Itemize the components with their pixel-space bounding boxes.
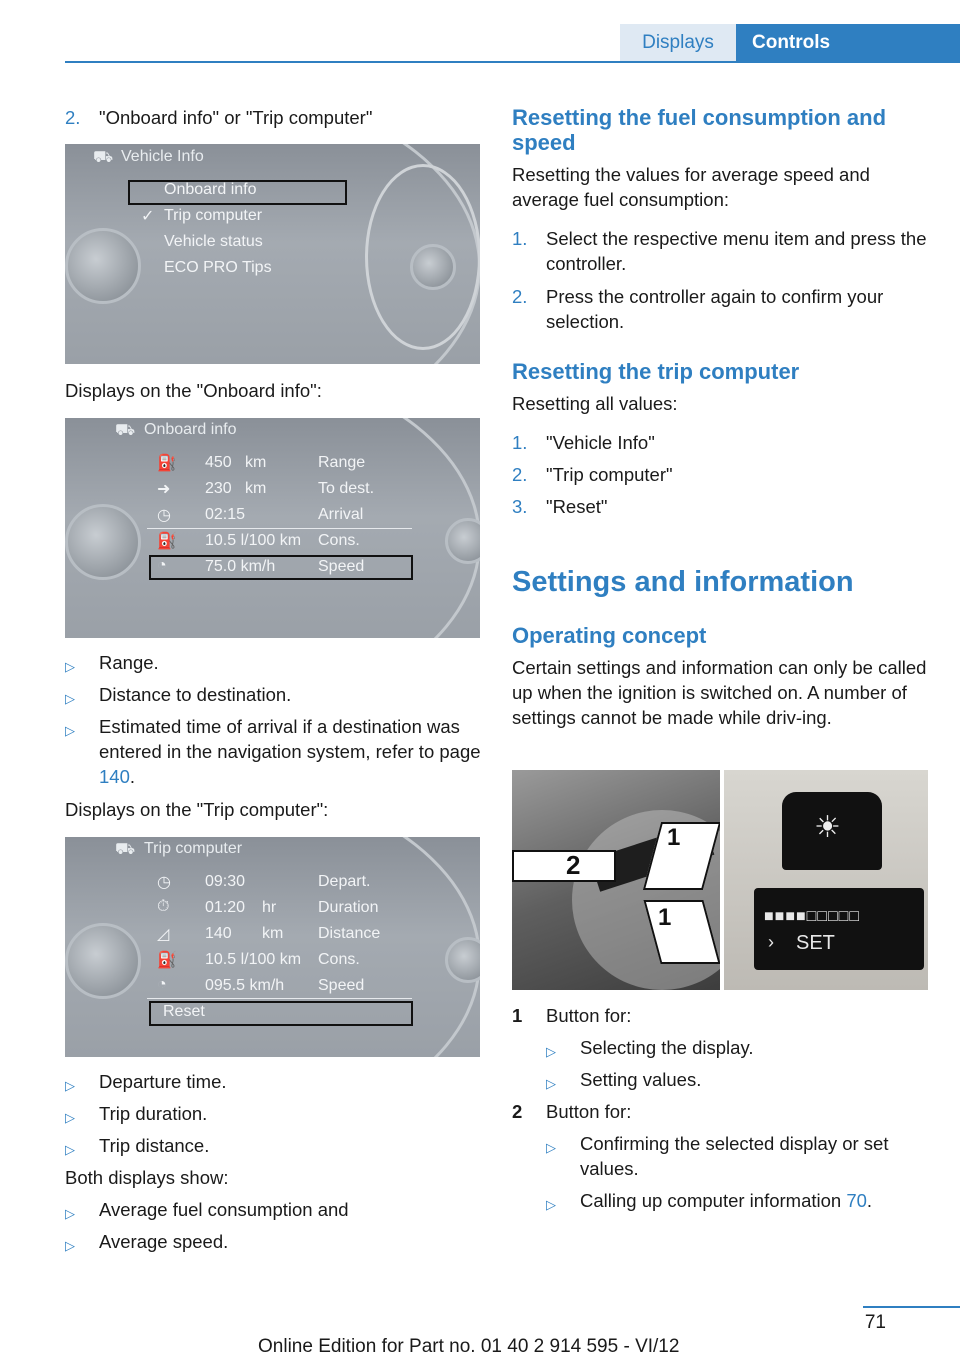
selection-frame <box>149 555 413 580</box>
bullet-icon: ▷ <box>546 1140 556 1155</box>
list-item: Trip duration. <box>99 1103 208 1124</box>
button-number: 2 <box>512 1101 523 1122</box>
fuel-icon: ⛽ <box>157 533 177 550</box>
menu-item[interactable]: ECO PRO Tips <box>164 259 272 276</box>
step-text: Select the respective menu item and press the controller. <box>546 228 927 274</box>
clock-icon: ◷ <box>157 507 171 524</box>
car-icon: ⛟ <box>93 149 114 166</box>
page-link[interactable]: 70 <box>846 1190 867 1211</box>
menu-item[interactable]: Onboard info <box>164 181 257 198</box>
screen-title: Trip computer <box>144 840 243 857</box>
value-cell: 095.5 km/h <box>205 977 285 994</box>
value-cell: 10.5 l/100 km <box>205 951 302 968</box>
controller-knob <box>65 923 141 999</box>
step-text: "Vehicle Info" <box>546 432 655 453</box>
label-cell: Duration <box>318 899 379 916</box>
list-item: Estimated time of arrival if a destination was entered in the navigation system, refer to page 140. <box>99 716 481 787</box>
value-cell: 75.0 km/h <box>205 558 276 575</box>
concept-title: Operating concept <box>512 623 707 648</box>
value-cell: 10.5 l/100 km <box>205 532 302 549</box>
bullet-icon: ▷ <box>65 1078 75 1093</box>
fuel-range-icon: ⛽ <box>157 455 177 472</box>
display-panel <box>754 888 924 970</box>
list-item: Average speed. <box>99 1231 229 1252</box>
list-item: Setting values. <box>580 1069 702 1090</box>
bullet-icon: ▷ <box>546 1076 556 1091</box>
distance-icon: ◿ <box>157 926 170 943</box>
both-heading: Both displays show: <box>65 1167 229 1188</box>
page-number: 71 <box>864 1312 886 1333</box>
instrument-display-photo <box>724 770 928 990</box>
trip-computer-screen <box>65 837 480 1057</box>
step-number: 1. <box>512 228 528 249</box>
display-set-text: SET <box>796 932 835 954</box>
bullet-icon: ▷ <box>65 1142 75 1157</box>
list-item: Trip distance. <box>99 1135 210 1156</box>
label-cell: Range <box>318 454 366 471</box>
light-icon: ☀ <box>814 811 841 844</box>
onboard-info-screen <box>65 418 480 638</box>
label-cell: Cons. <box>318 951 360 968</box>
reset-fuel-text: Resetting the values for average speed and average fuel consumption: <box>512 164 870 210</box>
fuel-icon: ⛽ <box>157 952 177 969</box>
bullet-icon: ▷ <box>546 1044 556 1059</box>
label-cell: Cons. <box>318 532 360 549</box>
display-arrow-icon: › <box>768 932 774 952</box>
step-number: 1. <box>512 432 528 453</box>
watermark-text: Seite 71 <box>0 1344 45 1358</box>
list-item: Distance to destination. <box>99 684 292 705</box>
value-cell: 09:30 <box>205 873 246 890</box>
label-cell: Speed <box>318 558 365 575</box>
step-text: "Trip computer" <box>546 464 673 485</box>
menu-item[interactable]: Trip computer <box>164 207 263 224</box>
step-number: 2. <box>512 464 528 485</box>
side-button <box>410 244 456 290</box>
list-item: Calling up computer information 70. <box>580 1190 873 1211</box>
vehicle-info-screen <box>65 144 480 364</box>
divider <box>147 528 412 529</box>
controller-knob <box>65 228 141 304</box>
button-number: 1 <box>512 1005 523 1026</box>
concept-text: Certain settings and information can only be called up when the ignition is switched on. A number of settings cannot be made while driv-ing. <box>512 657 927 728</box>
button-label: Button for: <box>546 1005 632 1026</box>
stopwatch-icon: ⏱ <box>157 898 170 915</box>
list-item: Selecting the display. <box>580 1037 754 1058</box>
list-item: Departure time. <box>99 1071 227 1092</box>
value-cell: 450 <box>205 454 232 471</box>
button-label: Button for: <box>546 1101 632 1122</box>
unit-cell: km <box>245 480 267 497</box>
reset-item[interactable]: Reset <box>163 1003 205 1020</box>
menu-item[interactable]: Vehicle status <box>164 233 263 250</box>
bullet-icon: ▷ <box>65 691 75 706</box>
step-text: Press the controller again to confirm your selection. <box>546 286 884 332</box>
reset-fuel-title: Resetting the fuel consumption and speed <box>512 105 887 155</box>
controller-knob <box>65 504 141 580</box>
step-text: "Reset" <box>546 496 608 517</box>
value-cell: 02:15 <box>205 506 246 523</box>
header-rule <box>65 61 960 63</box>
divider <box>147 998 412 999</box>
destination-icon: ➜ <box>157 481 171 498</box>
step-number: 2. <box>65 107 81 128</box>
page-number-rule <box>863 1306 960 1308</box>
label-cell: Arrival <box>318 506 364 523</box>
step-text: "Onboard info" or "Trip computer" <box>99 107 373 128</box>
callout-1-bottom: 1 <box>658 904 672 931</box>
label-cell: To dest. <box>318 480 375 497</box>
unit-cell: km <box>245 454 267 471</box>
reset-trip-text: Resetting all values: <box>512 393 678 414</box>
arrow-2 <box>512 850 616 882</box>
list-item: Confirming the selected display or set values. <box>580 1133 889 1179</box>
edition-line: Online Edition for Part no. 01 40 2 914 595 - VI/12 <box>258 1336 680 1357</box>
tab-displays[interactable]: Displays <box>620 24 736 61</box>
speedometer-icon: ◔ <box>157 557 167 574</box>
value-cell: 140 <box>205 925 232 942</box>
settings-title: Settings and information <box>512 566 854 598</box>
trip-heading: Displays on the "Trip computer": <box>65 799 329 820</box>
bullet-icon: ▷ <box>65 1206 75 1221</box>
car-icon: ⛟ <box>115 422 136 439</box>
departure-icon: ◷ <box>157 874 171 891</box>
unit-cell: km <box>262 925 284 942</box>
screen-title: Onboard info <box>144 421 237 438</box>
label-cell: Distance <box>318 925 381 942</box>
segment-bar: ■■■■□□□□□ <box>764 908 860 925</box>
value-cell: 01:20 <box>205 899 246 916</box>
speedometer-icon: ◔ <box>157 976 167 993</box>
callout-2: 2 <box>566 850 581 880</box>
callout-1-top: 1 <box>667 824 681 851</box>
list-item: Average fuel consumption and <box>99 1199 349 1220</box>
step-number: 3. <box>512 496 528 517</box>
steering-stalk-photo <box>512 770 720 990</box>
onboard-heading: Displays on the "Onboard info": <box>65 380 322 401</box>
label-cell: Depart. <box>318 873 371 890</box>
tab-controls[interactable]: Controls <box>736 24 960 61</box>
bullet-icon: ▷ <box>65 659 75 674</box>
page-link[interactable]: 140 <box>99 766 130 787</box>
label-cell: Speed <box>318 977 365 994</box>
car-icon: ⛟ <box>115 841 136 858</box>
value-cell: 230 <box>205 480 232 497</box>
check-icon: ✓ <box>141 208 155 225</box>
list-item: Range. <box>99 652 159 673</box>
bullet-icon: ▷ <box>546 1197 556 1212</box>
screen-title: Vehicle Info <box>121 148 204 165</box>
step-number: 2. <box>512 286 528 307</box>
bullet-icon: ▷ <box>65 1110 75 1125</box>
bullet-icon: ▷ <box>65 723 75 738</box>
unit-cell: hr <box>262 899 277 916</box>
reset-trip-title: Resetting the trip computer <box>512 359 800 384</box>
bullet-icon: ▷ <box>65 1238 75 1253</box>
